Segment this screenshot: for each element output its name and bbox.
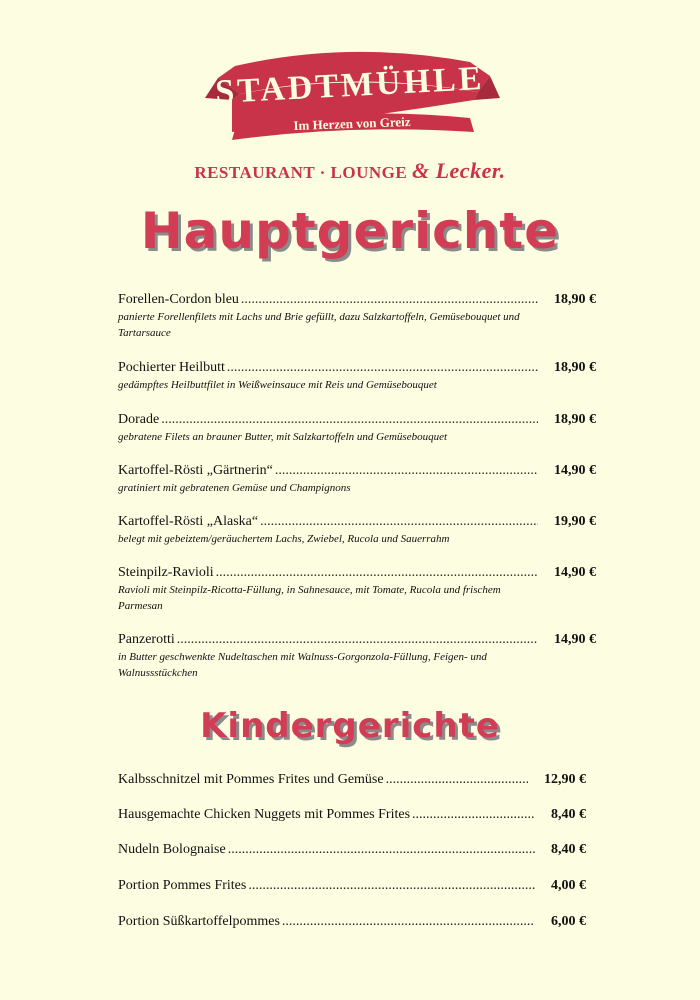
- dish-name: Pochierter Heilbutt: [118, 360, 225, 375]
- dot-leader: [282, 914, 535, 930]
- dish-price: 14,90 €: [554, 632, 596, 647]
- logo-tagline: Im Herzen von Greiz: [293, 113, 411, 134]
- section-title-kindergerichte: Kindergerichte: [200, 706, 500, 746]
- dish-description: gratiniert mit gebratenen Gemüse und Champignons: [118, 482, 351, 494]
- kids-menu-item: [118, 914, 586, 930]
- kids-menu-item: [118, 772, 586, 788]
- dot-leader: [248, 878, 535, 894]
- kids-dish-price: 8,40 €: [551, 842, 586, 857]
- restaurant-subtitle: [0, 158, 700, 184]
- kids-dish-price: 6,00 €: [551, 914, 586, 929]
- logo-text: STADTMÜHLE: [214, 59, 486, 112]
- menu-item: [118, 565, 596, 614]
- menu-item: [118, 292, 596, 341]
- dot-leader: [227, 360, 538, 376]
- dish-price: 14,90 €: [554, 463, 596, 478]
- kids-dish-name: Nudeln Bolognaise: [118, 842, 226, 857]
- dot-leader: [412, 807, 535, 823]
- dish-description: in Butter geschwenkte Nudeltaschen mit Walnuss-Gorgonzola-Füllung, Feigen- und Walnussstückchen: [118, 651, 487, 679]
- dish-name: Panzerotti: [118, 632, 175, 647]
- dish-price: 14,90 €: [554, 565, 596, 580]
- dot-leader: [275, 463, 538, 479]
- dish-name: Kartoffel-Rösti „Gärtnerin“: [118, 463, 273, 478]
- dot-leader: [260, 514, 538, 530]
- dish-name: Kartoffel-Rösti „Alaska“: [118, 514, 259, 529]
- dish-name: Forellen-Cordon bleu: [118, 292, 239, 307]
- kids-menu-item: [118, 878, 586, 894]
- dot-leader: [216, 565, 538, 581]
- menu-item: [118, 463, 596, 496]
- subtitle-restaurant-lounge: RESTAURANT · LOUNGE: [194, 163, 412, 182]
- menu-item: [118, 514, 596, 547]
- dot-leader: [241, 292, 538, 308]
- dot-leader: [161, 412, 538, 428]
- dish-description: gebratene Filets an brauner Butter, mit Salzkartoffeln und Gemüsebouquet: [118, 431, 448, 443]
- kids-dish-name: Kalbsschnitzel mit Pommes Frites und Gemüse: [118, 772, 384, 787]
- kids-dish-price: 12,90 €: [544, 772, 586, 787]
- dish-description: belegt mit gebeiztem/geräuchertem Lachs, Zwiebel, Rucola und Sauerrahm: [118, 533, 450, 545]
- dish-name: Dorade: [118, 412, 160, 427]
- dish-price: 18,90 €: [554, 292, 596, 307]
- kids-dish-name: Hausgemachte Chicken Nuggets mit Pommes Frites: [118, 807, 411, 822]
- kids-dish-price: 4,00 €: [551, 878, 586, 893]
- menu-item: [118, 360, 596, 393]
- kids-menu-item: [118, 807, 586, 823]
- menu-item: [118, 412, 596, 445]
- subtitle-lecker: & Lecker.: [411, 158, 506, 183]
- dot-leader: [228, 842, 535, 858]
- kids-dish-name: Portion Pommes Frites: [118, 878, 247, 893]
- dot-leader: [386, 772, 528, 788]
- dish-description: Ravioli mit Steinpilz-Ricotta-Füllung, in Sahnesauce, mit Tomate, Rucola und frischem Parmesan: [118, 584, 501, 612]
- section-title-hauptgerichte: Hauptgerichte: [140, 202, 560, 260]
- dish-price: 19,90 €: [554, 514, 596, 529]
- kids-menu-item: [118, 842, 586, 858]
- dish-name: Steinpilz-Ravioli: [118, 565, 214, 580]
- dot-leader: [177, 632, 538, 648]
- dish-price: 18,90 €: [554, 360, 596, 375]
- kids-dish-name: Portion Süßkartoffelpommes: [118, 914, 280, 929]
- dish-description: gedämpftes Heilbuttfilet in Weißweinsauce mit Reis und Gemüsebouquet: [118, 379, 437, 391]
- menu-item: [118, 632, 596, 681]
- dish-description: panierte Forellenfilets mit Lachs und Brie gefüllt, dazu Salzkartoffeln, Gemüsebouquet und Tartarsauce: [118, 311, 520, 339]
- kids-dish-price: 8,40 €: [551, 807, 586, 822]
- stadtmuehle-logo: [0, 0, 700, 150]
- dish-price: 18,90 €: [554, 412, 596, 427]
